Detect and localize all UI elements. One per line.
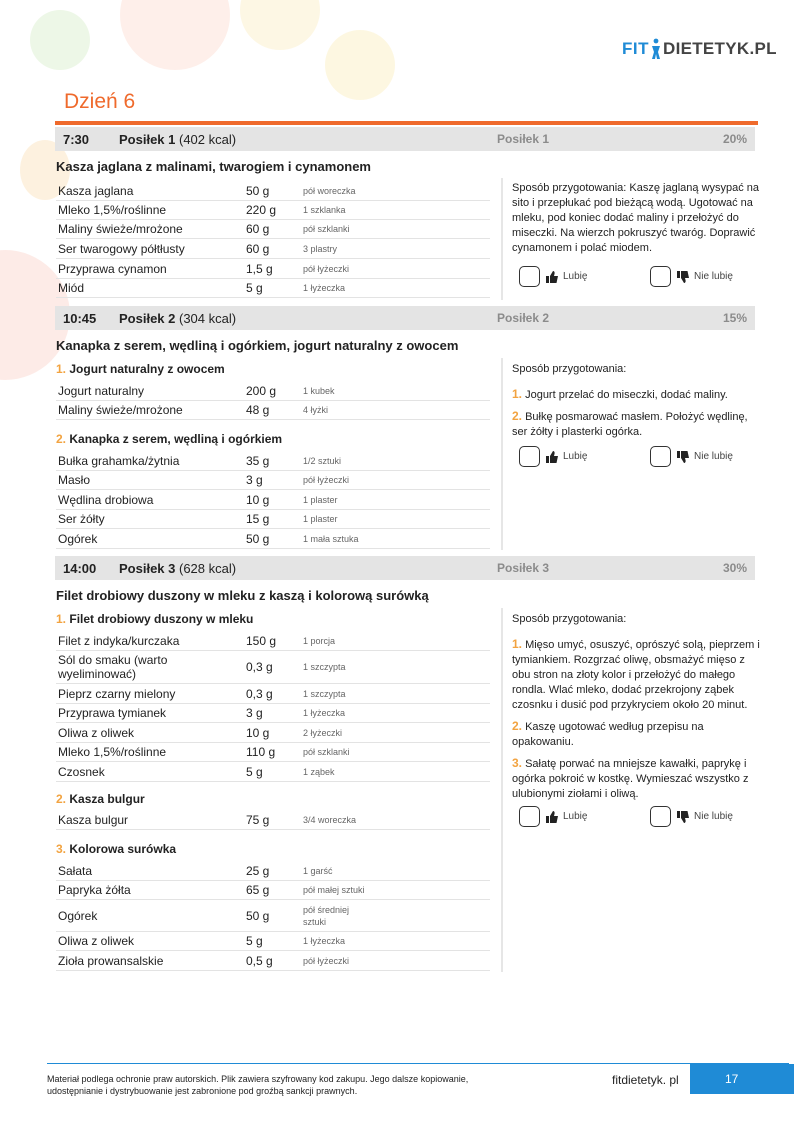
ingredient-name: Bułka grahamka/żytnia [58, 453, 180, 468]
thumbs-up-icon [545, 450, 559, 464]
ingredient-row [56, 381, 490, 401]
ingredient-household: 2 łyżeczki [303, 727, 343, 738]
copyright-notice: Materiał podlega ochronie praw autorskich. Plik zawiera szyfrowany kod zakupu. Jego dalsze kopiowanie, udostępnianie i dystrybuowanie jest zabronione pod groźbą sankcji prawnych. [47, 1074, 469, 1096]
ingredient-name: Ogórek [58, 531, 98, 546]
ingredient-household: 1 garść [303, 865, 333, 876]
ingredient-name: Sól do smaku (warto wyeliminować) [58, 653, 168, 681]
ingredient-name: Oliwa z oliwek [58, 725, 135, 740]
ingredient-household: 1 łyżeczka [303, 283, 346, 293]
ingredient-row [56, 810, 490, 830]
ingredient-row [56, 201, 490, 220]
ingredient-amount: 15 g [246, 512, 270, 526]
ingredient-amount: 10 g [246, 492, 270, 507]
step-text: Mięso umyć, osuszyć, oprószyć solą, pieprzem i tymiankiem. Rozgrzać oliwę, obsmażyć mięso z obu stron na złoty kolor i przełożyć do małego rondla. Wlać mleko, dodać przekrojony ząbek czosnku i dusić pod przykryciem około 20 minut. [512, 639, 760, 711]
step-text: Bułkę posmarować masłem. Położyć wędlinę, ser żółty i plasterki ogórka. [512, 411, 748, 438]
ingredient-amount: 75 g [246, 812, 270, 827]
ingredient-name: Sałata [58, 863, 93, 878]
preparation-step [512, 719, 760, 750]
ingredient-amount: 60 g [246, 222, 270, 236]
meal-label-kcal: (628 kcal) [179, 560, 237, 576]
background-fruit-image [240, 0, 320, 50]
like-label: Lubię [563, 451, 588, 462]
ingredient-household: pół łyżeczki [303, 263, 350, 274]
subrecipe-number: 1. [56, 362, 67, 376]
ingredient-name: Jogurt naturalny [58, 383, 145, 398]
subrecipe-name: Kolorowa surówka [69, 842, 177, 856]
ingredient-amount: 50 g [246, 183, 270, 198]
rating-row [519, 806, 769, 827]
meal-time: 7:30 [63, 131, 90, 147]
logo-rest-text: DIETETYK.PL [663, 39, 777, 58]
ingredient-row [56, 861, 490, 881]
ingredient-name: Maliny świeże/mrożone [58, 222, 183, 236]
meal-header-bar [55, 556, 755, 580]
subrecipe-title [56, 612, 253, 626]
ingredient-row [56, 239, 490, 259]
ingredient-name: Kasza jaglana [58, 183, 134, 198]
ingredient-amount: 0,3 g [246, 660, 273, 674]
ingredient-row [56, 743, 490, 762]
preparation-text [512, 362, 760, 446]
footer-brand: fitdietetyk. pl [612, 1073, 679, 1087]
background-fruit-image [30, 10, 90, 70]
meal-label-name: Posiłek 1 [119, 131, 176, 147]
meal-percent: 30% [722, 561, 747, 575]
subrecipe-number: 3. [56, 842, 67, 856]
dish-title: Kanapka z serem, wędliną i ogórkiem, jogurt naturalny z owocem [56, 338, 459, 353]
preparation-step [512, 756, 760, 802]
ingredient-name: Zioła prowansalskie [58, 953, 164, 968]
step-number: 1. [512, 637, 523, 651]
ingredient-row [56, 451, 490, 471]
ingredient-amount: 5 g [246, 934, 263, 948]
day-title: Dzień 6 [64, 90, 136, 113]
like-label: Lubię [563, 271, 588, 282]
dislike-label: Nie lubię [694, 451, 733, 462]
background-fruit-image [120, 0, 230, 70]
like-label: Lubię [563, 811, 588, 822]
ingredient-row [56, 762, 490, 782]
subrecipe-number: 2. [56, 792, 67, 806]
ingredient-name: Masło [58, 473, 91, 487]
ingredient-household: 1 ząbek [303, 766, 335, 777]
ingredient-row [56, 704, 490, 723]
ingredient-amount: 25 g [246, 863, 270, 878]
ingredient-name: Ogórek [58, 908, 98, 923]
subrecipe-title [56, 432, 282, 446]
meal-label [111, 132, 497, 147]
like-checkbox[interactable] [519, 446, 540, 467]
ingredient-amount: 220 g [246, 203, 277, 217]
ingredient-household: 1 kubek [303, 385, 335, 396]
thumbs-up-icon [545, 810, 559, 824]
dish-title: Kasza jaglana z malinami, twarogiem i cynamonem [56, 159, 371, 174]
brand-logo [622, 36, 777, 62]
like-checkbox[interactable] [519, 806, 540, 827]
day-title-underline [55, 121, 758, 125]
logo-figure-icon [650, 38, 662, 60]
ingredient-amount: 5 g [246, 764, 263, 779]
ingredient-household: pół średniej sztuki [303, 904, 350, 927]
ingredient-name: Czosnek [58, 764, 105, 779]
meal-percent: 20% [722, 132, 747, 146]
meal-percent: 15% [722, 311, 747, 325]
ingredient-name: Filet z indyka/kurczaka [58, 633, 180, 648]
meal-label-kcal: (304 kcal) [179, 310, 237, 326]
like-checkbox[interactable] [519, 266, 540, 287]
meal-tag: Posiłek 1 [497, 132, 550, 146]
ingredient-amount: 150 g [246, 633, 277, 648]
dislike-checkbox[interactable] [650, 446, 671, 467]
column-divider [501, 358, 503, 550]
ingredient-name: Wędlina drobiowa [58, 492, 154, 507]
dislike-checkbox[interactable] [650, 806, 671, 827]
subrecipe-name: Kanapka z serem, wędliną i ogórkiem [69, 432, 283, 446]
ingredient-amount: 35 g [246, 453, 270, 468]
ingredients-table [56, 451, 490, 549]
logo-fit-text: FIT [622, 39, 649, 58]
step-number: 1. [512, 387, 523, 401]
rating-row [519, 266, 769, 287]
dislike-checkbox[interactable] [650, 266, 671, 287]
ingredient-household: 3/4 woreczka [303, 814, 357, 825]
preparation-title: Sposób przygotowania: [512, 613, 627, 625]
ingredient-amount: 65 g [246, 883, 270, 897]
ingredient-row [56, 684, 490, 704]
ingredient-name: Papryka żółta [58, 883, 131, 897]
ingredient-household: 1 szklanka [303, 205, 346, 215]
preparation-step [512, 387, 760, 403]
ingredient-amount: 10 g [246, 725, 270, 740]
ingredient-household: pół woreczka [303, 185, 356, 196]
rating-row [519, 446, 769, 467]
thumbs-down-icon [676, 450, 690, 464]
meal-header-bar [55, 127, 755, 151]
ingredient-row [56, 471, 490, 490]
step-text: Sałatę porwać na mniejsze kawałki, paprykę i ogórka pokroić w kostkę. Wymieszać wszystko z ulubionymi ziołami i oliwą. [512, 758, 749, 800]
dish-title: Filet drobiowy duszony w mleku z kaszą i kolorową surówką [56, 588, 429, 603]
ingredient-row [56, 510, 490, 529]
ingredients-table [56, 181, 490, 298]
preparation-step [512, 637, 760, 713]
ingredient-household: 1 mała sztuka [303, 533, 359, 544]
background-fruit-image [325, 30, 395, 100]
ingredient-household: 4 łyżki [303, 405, 329, 415]
subrecipe-number: 1. [56, 612, 67, 626]
ingredient-row [56, 279, 490, 298]
ingredient-amount: 5 g [246, 281, 263, 295]
meal-label [111, 311, 497, 326]
ingredient-household: pół szklanki [303, 747, 350, 757]
ingredient-row [56, 220, 490, 239]
footer-divider [47, 1063, 789, 1064]
ingredient-household: 1/2 sztuki [303, 455, 342, 466]
preparation-paragraph: Sposób przygotowania: Kaszę jaglaną wysypać na sito i przepłukać pod bieżącą wodą. Ugotować na mleku, pod koniec dodać maliny i przełożyć do miseczki. Na wierzch pokruszyć twaróg. Doprawić cynamonem i polać miodem. [512, 182, 760, 254]
subrecipe-name: Filet drobiowy duszony w mleku [69, 612, 254, 626]
ingredient-name: Ser twarogowy półtłusty [58, 241, 185, 256]
meal-label-name: Posiłek 2 [119, 310, 176, 326]
ingredient-household: pół szklanki [303, 224, 350, 234]
meal-label-name: Posiłek 3 [119, 560, 176, 576]
ingredients-table [56, 381, 490, 420]
subrecipe-name: Jogurt naturalny z owocem [69, 362, 225, 376]
step-number: 2. [512, 409, 523, 423]
ingredient-amount: 0,3 g [246, 686, 273, 701]
ingredient-row [56, 529, 490, 549]
ingredient-amount: 1,5 g [246, 261, 273, 276]
ingredient-name: Przyprawa cynamon [58, 261, 167, 276]
step-number: 2. [512, 719, 523, 733]
ingredient-amount: 60 g [246, 241, 270, 256]
meal-time: 14:00 [63, 560, 97, 576]
ingredient-household: 1 plaster [303, 514, 338, 524]
dislike-label: Nie lubię [694, 811, 733, 822]
meal-time: 10:45 [63, 310, 97, 326]
subrecipe-name: Kasza bulgur [69, 792, 145, 806]
ingredient-household: 1 porcja [303, 635, 336, 646]
ingredient-household: 1 łyżeczka [303, 708, 346, 718]
ingredient-row [56, 631, 490, 651]
page-number: 17 [690, 1064, 794, 1094]
ingredient-row [56, 401, 490, 420]
ingredient-amount: 0,5 g [246, 953, 273, 968]
thumbs-up-icon [545, 270, 559, 284]
preparation-step [512, 409, 760, 440]
subrecipe-number: 2. [56, 432, 67, 446]
ingredient-name: Kasza bulgur [58, 812, 129, 827]
ingredients-table [56, 631, 490, 782]
ingredient-row [56, 881, 490, 900]
preparation-text [512, 181, 760, 262]
ingredient-household: 1 szczypta [303, 688, 346, 699]
ingredient-row [56, 932, 490, 951]
ingredient-amount: 50 g [246, 531, 270, 546]
ingredient-amount: 3 g [246, 473, 263, 487]
preparation-title: Sposób przygotowania: [512, 363, 627, 375]
ingredient-name: Maliny świeże/mrożone [58, 403, 183, 417]
meal-tag: Posiłek 3 [497, 561, 550, 575]
ingredient-name: Mleko 1,5%/roślinne [58, 745, 167, 759]
subrecipe-title [56, 792, 145, 806]
preparation-text [512, 612, 760, 808]
step-text: Jogurt przelać do miseczki, dodać maliny. [525, 389, 728, 401]
step-text: Kaszę ugotować według przepisu na opakowaniu. [512, 721, 704, 748]
subrecipe-title [56, 362, 225, 376]
ingredients-table [56, 810, 490, 830]
ingredient-row [56, 900, 490, 932]
ingredient-household: 1 łyżeczka [303, 936, 346, 946]
ingredient-household: pół łyżeczki [303, 475, 350, 485]
ingredient-household: pół małej sztuki [303, 885, 365, 895]
ingredient-name: Pieprz czarny mielony [58, 686, 176, 701]
ingredient-name: Mleko 1,5%/roślinne [58, 203, 167, 217]
meal-tag: Posiłek 2 [497, 311, 550, 325]
thumbs-down-icon [676, 270, 690, 284]
ingredient-amount: 48 g [246, 403, 270, 417]
ingredient-household: 1 szczypta [303, 662, 346, 672]
ingredient-household: 1 plaster [303, 494, 338, 505]
column-divider [501, 608, 503, 972]
ingredient-household: pół łyżeczki [303, 955, 350, 966]
column-divider [501, 178, 503, 300]
thumbs-down-icon [676, 810, 690, 824]
ingredient-name: Ser żółty [58, 512, 105, 526]
meal-header-bar [55, 306, 755, 330]
ingredient-amount: 3 g [246, 706, 263, 720]
ingredient-name: Przyprawa tymianek [58, 706, 167, 720]
ingredient-name: Oliwa z oliwek [58, 934, 135, 948]
meal-label-kcal: (402 kcal) [179, 131, 237, 147]
step-number: 3. [512, 756, 523, 770]
ingredient-row [56, 951, 490, 971]
ingredient-row [56, 723, 490, 743]
ingredient-row [56, 181, 490, 201]
subrecipe-title [56, 842, 176, 856]
ingredient-household: 3 plastry [303, 243, 338, 254]
ingredient-amount: 110 g [246, 745, 276, 759]
ingredient-row [56, 259, 490, 279]
ingredient-row [56, 651, 490, 684]
ingredient-name: Miód [58, 281, 85, 295]
dislike-label: Nie lubię [694, 271, 733, 282]
meal-label [111, 561, 497, 576]
ingredients-table [56, 861, 490, 971]
ingredient-amount: 200 g [246, 383, 277, 398]
ingredient-amount: 50 g [246, 908, 270, 923]
ingredient-row [56, 490, 490, 510]
